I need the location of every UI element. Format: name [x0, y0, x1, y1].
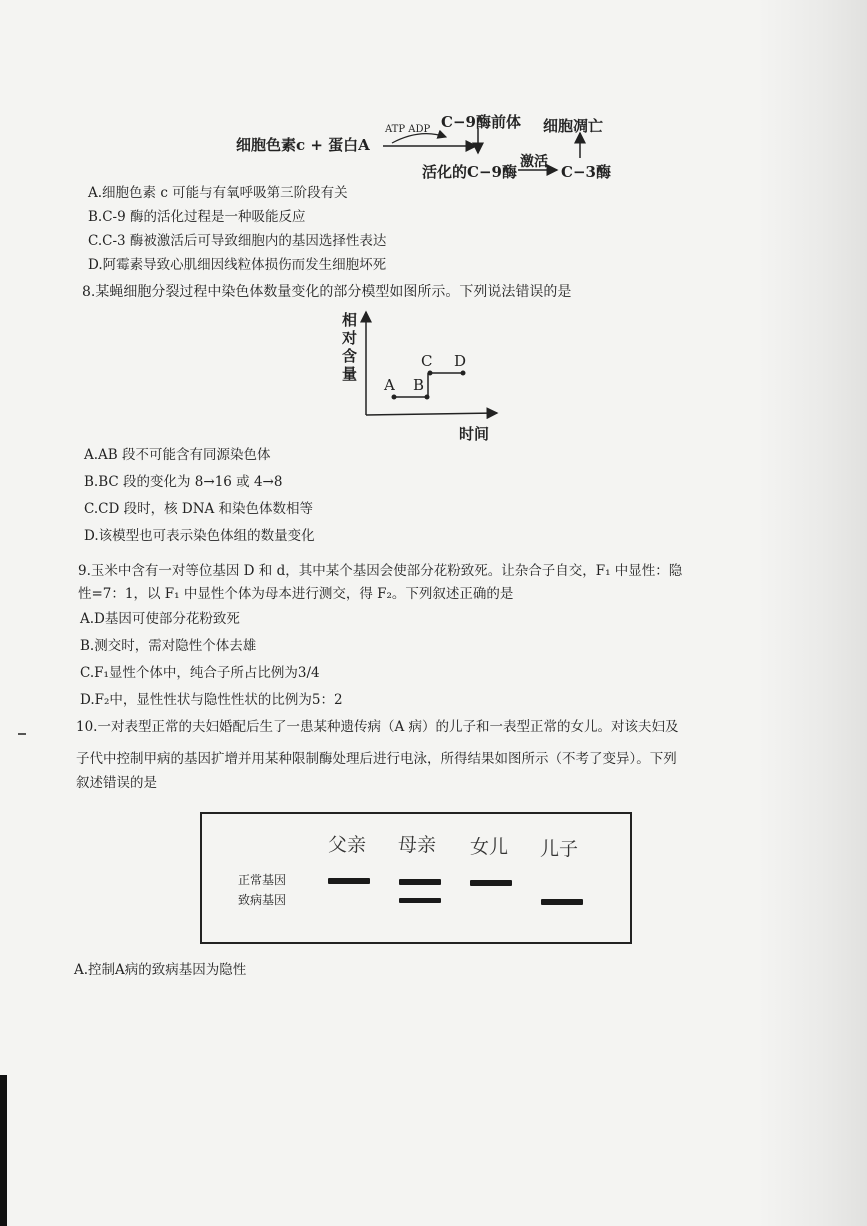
- q7-option-a: A.细胞色素 c 可能与有氧呼吸第三阶段有关: [88, 185, 348, 201]
- gel-column-daughter: 女儿: [470, 836, 509, 858]
- band-father-normal: [328, 878, 370, 884]
- q10-stem-line2: 子代中控制甲病的基因扩增并用某种限制酶处理后进行电泳，所得结果如图所示（不考了变异）。下列: [76, 751, 677, 767]
- q8-point-a: A: [384, 376, 395, 394]
- q9-option-a: A.D基因可使部分花粉致死: [80, 611, 240, 627]
- q8-point-b: B: [413, 376, 425, 394]
- q8-option-c: C.CD 段时，核 DNA 和染色体数相等: [84, 501, 314, 517]
- q8-ylabel-char: 量: [342, 365, 358, 383]
- q7-option-b: B.C-9 酶的活化过程是一种吸能反应: [88, 209, 306, 225]
- band-son-pathogenic: [541, 899, 583, 905]
- q8-point-c: C: [421, 352, 433, 370]
- gel-column-mother: 母亲: [398, 834, 437, 856]
- q8-stem: 8.某蝇细胞分裂过程中染色体数量变化的部分模型如图所示。下列说法错误的是: [82, 284, 572, 300]
- gel-row-pathogenic: 致病基因: [238, 893, 287, 907]
- q9-option-d: D.F₂中，显性性状与隐性性状的比例为5：2: [80, 692, 343, 708]
- gel-column-father: 父亲: [328, 834, 367, 856]
- product-label: C−3酶: [561, 163, 611, 181]
- gel-row-normal: 正常基因: [238, 873, 287, 887]
- q8-option-d: D.该模型也可表示染色体组的数量变化: [84, 528, 315, 544]
- q8-ylabel: [342, 311, 357, 383]
- q8-xlabel: 时间: [459, 425, 490, 443]
- q8-point-d: D: [454, 352, 467, 370]
- q8-ylabel-char: 相: [342, 311, 358, 329]
- scan-edge-mark: [0, 1075, 7, 1226]
- q8-ylabel-char: 含: [342, 347, 358, 365]
- activate-label: 激活: [520, 154, 548, 170]
- q8-ylabel-char: 对: [342, 329, 358, 347]
- q10-stem-line3: 叙述错误的是: [76, 775, 157, 791]
- margin-mark: [18, 733, 26, 735]
- reactant-label: 细胞色素c + 蛋白A: [236, 136, 370, 154]
- band-mother-normal: [399, 879, 441, 885]
- q9-stem-line1: 9.玉米中含有一对等位基因 D 和 d，其中某个基因会使部分花粉致死。让杂合子自交，F₁ 中显性：隐: [78, 563, 683, 579]
- outcome-label: 细胞凋亡: [543, 117, 604, 135]
- band-daughter-normal: [470, 880, 512, 886]
- q10-option-a: A.控制A病的致病基因为隐性: [74, 962, 247, 978]
- precursor-label: C−9酶前体: [441, 113, 521, 131]
- q9-option-b: B.测交时，需对隐性个体去雄: [80, 638, 257, 654]
- q7-option-c: C.C-3 酶被激活后可导致细胞内的基因选择性表达: [88, 233, 387, 249]
- activated-label: 活化的C−9酶: [422, 163, 517, 181]
- q8-option-b: B.BC 段的变化为 8→16 或 4→8: [84, 474, 283, 490]
- q9-option-c: C.F₁显性个体中，纯合子所占比例为3/4: [80, 665, 320, 681]
- q7-option-d: D.阿霉素导致心肌细因线粒体损伤而发生细胞坏死: [88, 257, 387, 273]
- electrophoresis-figure: [200, 812, 632, 944]
- gel-column-son: 儿子: [540, 838, 579, 860]
- cofactor-label: ATP ADP: [385, 124, 431, 135]
- q8-option-a: A.AB 段不可能含有同源染色体: [84, 447, 271, 463]
- q10-stem-line1: 10.一对表型正常的夫妇婚配后生了一患某种遗传病（A 病）的儿子和一表型正常的女儿。对该夫妇及: [76, 719, 679, 735]
- q8-axes: [0, 0, 867, 460]
- q9-stem-line2: 性=7：1，以 F₁ 中显性个体为母本进行测交，得 F₂。下列叙述正确的是: [78, 586, 514, 602]
- band-mother-pathogenic: [399, 898, 441, 903]
